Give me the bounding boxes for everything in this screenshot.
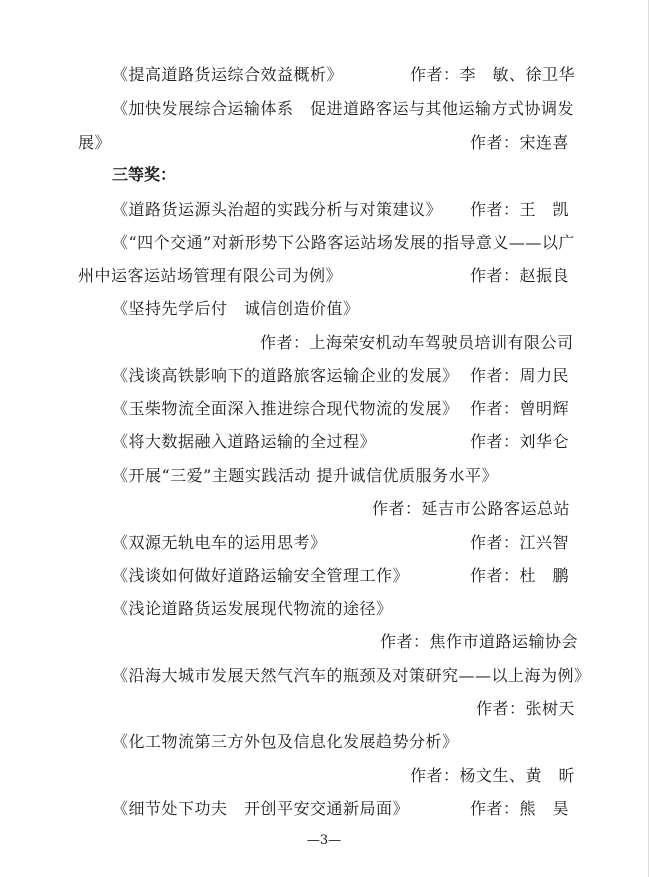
entry-title: 《坚持先学后付 诚信创造价值》	[112, 299, 360, 318]
entry-author: 作者：王 凯	[470, 200, 570, 219]
entry-title-continued: 展》	[78, 133, 112, 152]
entry-author: 作者：熊 昊	[470, 799, 570, 818]
entry-title: 《浅谈如何做好道路运输安全管理工作》	[112, 566, 410, 585]
entry-title: 《加快发展综合运输体系 促进道路客运与其他运输方式协调发	[112, 99, 575, 118]
entry-title: 《开展“三爱”主题实践活动 提升诚信优质服务水平》	[112, 466, 498, 485]
entry-title: 《双源无轨电车的运用思考》	[112, 533, 327, 552]
entry-title: 《玉柴物流全面深入推进综合现代物流的发展》	[112, 399, 459, 418]
entry-author: 作者：延吉市公路客运总站	[372, 499, 571, 518]
entry-title-continued: 州中运客运站场管理有限公司为例》	[78, 266, 343, 285]
entry-author: 作者：周力民	[470, 366, 570, 385]
entry-author: 作者：赵振良	[470, 266, 570, 285]
entry-author: 作者：江兴智	[470, 533, 570, 552]
entry-author: 作者：张树天	[476, 699, 576, 718]
entry-title: 《道路货运源头治超的实践分析与对策建议》	[112, 200, 443, 219]
entry-author: 作者：曾明辉	[470, 399, 570, 418]
entry-author: 作者：上海荣安机动车驾驶员培训有限公司	[260, 333, 574, 352]
entry-title: 《浅论道路货运发展现代物流的途径》	[112, 599, 393, 618]
entry-title: 《“四个交通”对新形势下公路客运站场发展的指导意义——以广	[112, 233, 575, 252]
entry-author: 作者：杨文生、黄 昕	[410, 766, 576, 785]
entry-title: 《提高道路货运综合效益概析》	[112, 65, 344, 84]
section-heading-third-prize: 三等奖：	[112, 165, 177, 184]
entry-author: 作者：李 敏、徐卫华	[410, 65, 576, 84]
entry-title: 《细节处下功夫 开创平安交通新局面》	[112, 799, 410, 818]
entry-title: 《化工物流第三方外包及信息化发展趋势分析》	[112, 732, 459, 751]
entry-author: 作者：宋连喜	[470, 133, 570, 152]
page-number: —3—	[306, 833, 342, 848]
entry-author: 作者：杜 鹏	[470, 566, 570, 585]
entry-title: 《将大数据融入道路运输的全过程》	[112, 432, 377, 451]
entry-title: 《浅谈高铁影响下的道路旅客运输企业的发展》	[112, 366, 459, 385]
entry-author: 作者：焦作市道路运输协会	[380, 632, 579, 651]
entry-title: 《沿海大城市发展天然气汽车的瓶颈及对策研究——以上海为例》	[112, 666, 591, 685]
entry-author: 作者：刘华仑	[470, 432, 570, 451]
